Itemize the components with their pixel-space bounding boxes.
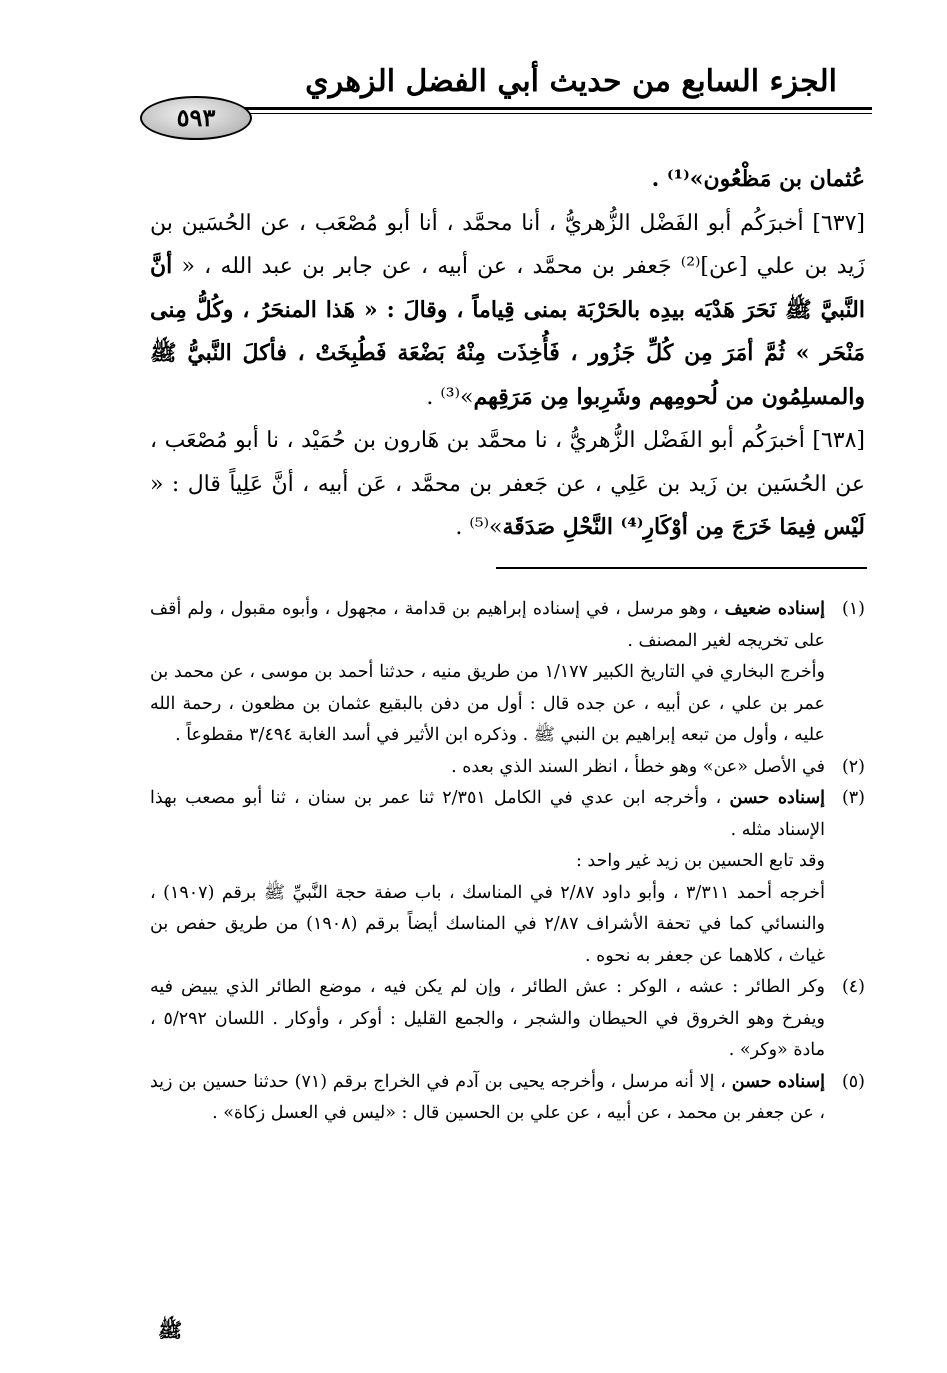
footnote-item: [150, 783, 865, 972]
footnote-text: وكر الطائر : عشه ، الوكر : عش الطائر ، وإن لم يكن فيه ، موضع الطائر الذي يبيض فيه ويفرخ وهو الخروق في الحيطان والشجر ، والجمع القليل : أوكر ، وأوكار . اللسان ٥/٢٩٢ ، مادة «وكر» .: [150, 977, 825, 1060]
footnote-paragraph: وأخرج البخاري في التاريخ الكبير ١/١٧٧ من طريق منيه ، حدثنا أحمد بن موسى ، عن محمد بن عمر بن علي ، عن أبيه ، عن جده قال : أول من دفن بالبقيع عثمان بن مظعون ، رحمة الله عليه ، وأول من تبعه إبراهيم بن النبي ﷺ . وذكره ابن الأثير في أسد الغابة ٣/٤٩٤ مقطوعاً .: [150, 662, 825, 745]
footnote-number: (٥): [841, 1071, 865, 1092]
footer-ornament: ﷺ: [158, 1318, 183, 1342]
footnotes: [150, 594, 865, 1130]
footnote-item: [150, 972, 865, 1067]
footnote-text: في الأصل «عن» وهو خطأ ، انظر السند الذي بعده .: [451, 756, 825, 777]
footnote-number: (١): [841, 599, 865, 619]
footnote-number: (٣): [841, 788, 865, 808]
hadith-637-matn: أنَّ النَّبيَّ ﷺ نَحَرَ هَدْيَه بيدِه بالحَرْبَة بمنى قِياماً ، وقالَ : « هَذا المنحَرُ ، وكُلُّ مِنى مَنْحَر » ثُمَّ أمَرَ مِن كُلِّ جَزُور ، فَأُخِذَت مِنْهُ بَضْعَة فَطُبِخَتْ ، فأكلَ النَّبيُّ ﷺ والمسلِمُون من لُحومِهم وشَرِبوا مِن مَرَقِهم: [150, 253, 865, 410]
footnote-text: إسناده حسن ، وأخرجه ابن عدي في الكامل ٢/٣٥١ ثنا عمر بن سنان ، ثنا أبو مصعب بهذا الإسناد مثله .: [150, 788, 825, 840]
footnote-item: [150, 752, 865, 784]
header-rule: [215, 107, 872, 110]
continuation-line: عُثمان بن مَظْعُون»⁽¹⁾ .: [651, 166, 865, 192]
footnote-paragraph: وقد تابع الحسين بن زيد غير واحد :: [575, 851, 825, 871]
page-number-badge: ٥٩٣: [140, 96, 252, 140]
footnote-paragraph: أخرجه أحمد ٣/٣١١ ، وأبو داود ٢/٨٧ في المناسك ، باب صفة حجة النَّبيِّ ﷺ برقم (١٩٠٧) ، والنسائي كما في تحفة الأشراف ٢/٨٧ في المناسك أيضاً برقم (١٩٠٨) من طريق حفص بن غياث ، كلاهما عن جعفر به نحوه .: [150, 882, 825, 966]
footnote-separator: [496, 567, 867, 569]
hadith-638: [٦٣٨] أخبرَكُم أبو الفَضْل الزُّهريُّ ، نا محمَّد بن هَارون بن حُمَيْد ، نا أبو مُصْعَب ، عن الحُسَين بن زَيد بن عَلِي ، عن جَعفر بن محمَّد ، عَن أبيه ، أنَّ عَلِياً قال : « لَيْس فِيمَا خَرَجَ مِن أوْكَارِ⁽⁴⁾ النَّحْلِ صَدَقَة»⁽⁵⁾ .: [150, 428, 865, 540]
footnote-item: [150, 1067, 865, 1130]
footnote-text: إسناده حسن ، إلا أنه مرسل ، وأخرجه يحيى بن آدم في الخراج برقم (٧١) حدثنا حسين بن زيد ، عن جعفر بن محمد ، عن أبيه ، عن علي بن الحسين قال : «ليس في العسل زكاة» .: [150, 1071, 826, 1123]
header-rule-thin: [215, 113, 872, 114]
hadith-637: [٦٣٧] أخبرَكُم أبو الفَضْل الزُّهريُّ ، أنا محمَّد ، أنا أبو مُصْعَب ، عن الحُسَين بن زَيد بن علي [عن]⁽²⁾ جَعفر بن محمَّد ، عن أبيه ، عن جابر بن عبد الله ، « أنَّ النَّبيَّ ﷺ نَحَرَ هَدْيَه بيدِه بالحَرْبَة بمنى قِياماً ، وقالَ : « هَذا المنحَرُ ، وكُلُّ مِنى مَنْحَر » ثُمَّ أمَرَ مِن كُلِّ جَزُور ، فَأُخِذَت مِنْهُ بَضْعَة فَطُبِخَتْ ، فأكلَ النَّبيُّ ﷺ والمسلِمُون من لُحومِهم وشَرِبوا مِن مَرَقِهم»⁽³⁾ .: [150, 210, 865, 410]
footnote-text: إسناده ضعيف ، وهو مرسل ، في إسناده إبراهيم بن قدامة ، مجهول ، وأبوه مقبول ، ولم أقف على تخريجه لغير المصنف .: [150, 599, 826, 651]
hadith-638-matn: لَيْس فِيمَا خَرَجَ مِن أوْكَارِ⁽⁴⁾ النَّحْلِ صَدَقَة: [502, 514, 865, 540]
footnote-item: [150, 594, 865, 752]
footnote-number: (٤): [841, 977, 865, 997]
main-text: [150, 158, 865, 550]
running-header-title: الجزء السابع من حديث أبي الفضل الزهري: [305, 64, 837, 99]
footnote-number: (٢): [841, 756, 865, 777]
